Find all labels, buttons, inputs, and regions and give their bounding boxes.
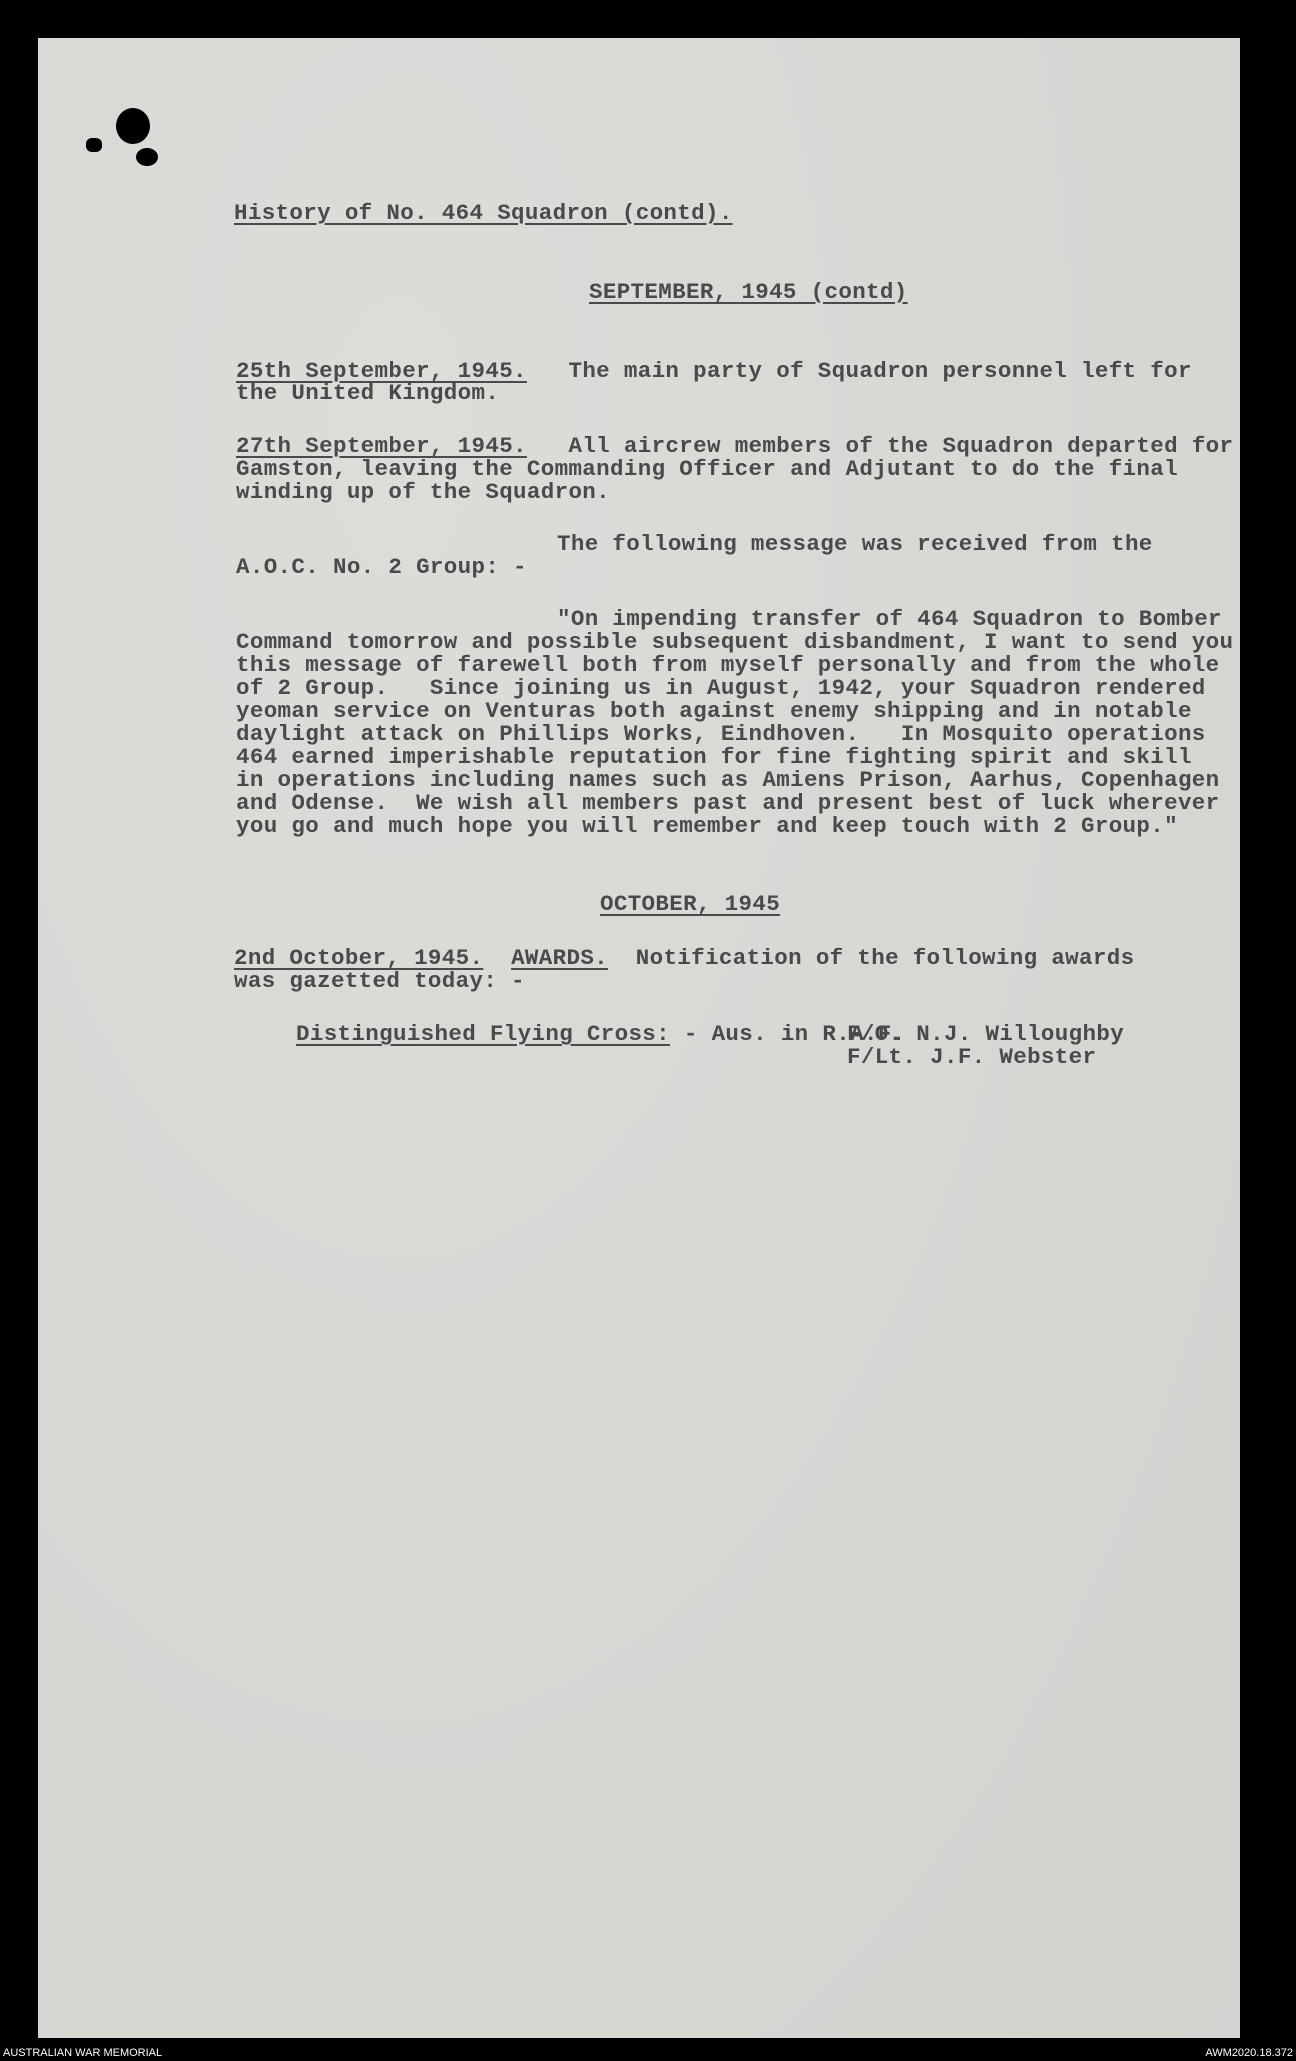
message-line: this message of farewell both from myself personally and from the whole (236, 652, 1220, 678)
message-line: you go and much hope you will remember and keep touch with 2 Group." (236, 813, 1178, 839)
message-line: of 2 Group. Since joining us in August, 1942, your Squadron rendered (236, 675, 1206, 701)
section-heading-september: SEPTEMBER, 1945 (contd) (589, 279, 908, 305)
punch-hole (86, 138, 102, 152)
message-line: daylight attack on Phillips Works, Eindhoven. In Mosquito operations (236, 721, 1206, 747)
document-page (38, 38, 1240, 2038)
entry-text: winding up of the Squadron. (236, 479, 611, 505)
section-heading-october: OCTOBER, 1945 (600, 891, 781, 917)
entry-date: 2nd October, 1945. (234, 945, 484, 971)
punch-hole (136, 148, 158, 166)
award-detail: - Aus. in R.A.F. (670, 1021, 906, 1047)
recipient-name: F/O. N.J. Willoughby (847, 1021, 1125, 1047)
message-intro: The following message was received from the (557, 531, 1153, 557)
recipient-name: F/Lt. J.F. Webster (847, 1044, 1097, 1070)
entry-text: Gamston, leaving the Commanding Officer and Adjutant to do the final (236, 456, 1178, 482)
entry-text: The main party of Squadron personnel left for (568, 358, 1192, 384)
footer-right: AWM2020.18.372 (1205, 2047, 1293, 2059)
award-line (296, 1021, 906, 1047)
message-line: 464 earned imperishable reputation for fine fighting spirit and skill (236, 744, 1192, 770)
entry-date: 25th September, 1945. (236, 358, 527, 384)
message-line: yeoman service on Venturas both against enemy shipping and in notable (236, 698, 1192, 724)
message-line: in operations including names such as Amiens Prison, Aarhus, Copenhagen (236, 767, 1220, 793)
message-line: "On impending transfer of 464 Squadron to Bomber (557, 606, 1222, 632)
message-intro: A.O.C. No. 2 Group: - (236, 554, 527, 580)
awards-label: AWARDS. (511, 945, 609, 971)
entry-date: 27th September, 1945. (236, 433, 527, 459)
message-line: and Odense. We wish all members past and present best of luck wherever (236, 790, 1220, 816)
entry-text: Notification of the following awards (635, 945, 1135, 971)
award-name: Distinguished Flying Cross: (296, 1021, 671, 1047)
footer-left: AUSTRALIAN WAR MEMORIAL (3, 2047, 163, 2059)
document-title: History of No. 464 Squadron (contd). (234, 200, 733, 226)
entry-text: was gazetted today: - (234, 968, 525, 994)
entry-text: the United Kingdom. (236, 380, 500, 406)
entry-text: All aircrew members of the Squadron departed for (568, 433, 1234, 459)
message-line: Command tomorrow and possible subsequent disbandment, I want to send you (236, 629, 1234, 655)
punch-hole (116, 108, 150, 144)
